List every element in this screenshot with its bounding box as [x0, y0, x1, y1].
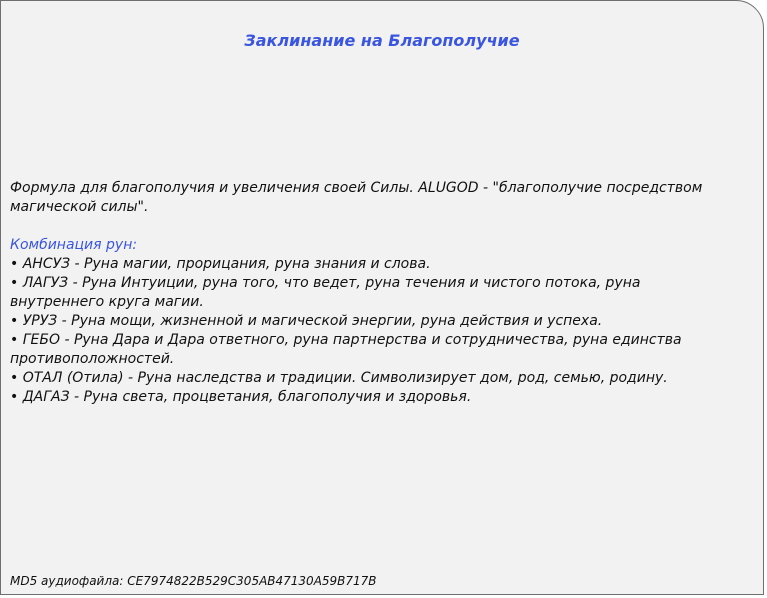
- rune-text: УРУЗ - Руна мощи, жизненной и магической энергии, руна действия и успеха.: [22, 313, 603, 329]
- rune-text: ОТАЛ (Отила) - Руна наследства и традиции. Символизирует дом, род, семью, родину.: [22, 370, 668, 386]
- bullet-icon: •: [10, 389, 19, 405]
- md5-line: [10, 574, 377, 588]
- spell-content: [10, 179, 733, 407]
- rune-item: [10, 274, 733, 312]
- bullet-icon: •: [10, 256, 19, 272]
- rune-list: [10, 255, 733, 407]
- rune-item: [10, 331, 733, 369]
- spell-title: Заклинание на Благополучие: [244, 31, 520, 50]
- bullet-icon: •: [10, 313, 19, 329]
- rune-item: [10, 255, 733, 274]
- rune-text: АНСУЗ - Руна магии, прорицания, руна знания и слова.: [22, 256, 431, 272]
- rune-item: [10, 312, 733, 331]
- bullet-icon: •: [10, 332, 19, 348]
- rune-item: [10, 369, 733, 388]
- intro-text: Формула для благополучия и увеличения своей Силы. ALUGOD - "благополучие посредством магической силы".: [10, 180, 703, 215]
- bullet-icon: •: [10, 275, 19, 291]
- combination-heading: Комбинация рун:: [10, 237, 138, 253]
- rune-item: [10, 388, 733, 407]
- rune-text: ГЕБО - Руна Дара и Дара ответного, руна партнерства и сотрудничества, руна единства противоположностей.: [10, 332, 682, 367]
- bullet-icon: •: [10, 370, 19, 386]
- rune-text: ЛАГУЗ - Руна Интуиции, руна того, что ведет, руна течения и чистого потока, руна внутреннего круга магии.: [10, 275, 641, 310]
- md5-label: MD5 аудиофайла:: [10, 574, 124, 588]
- md5-value[interactable]: CE7974822B529C305AB47130A59B717B: [127, 574, 377, 588]
- rune-text: ДАГАЗ - Руна света, процветания, благополучия и здоровья.: [22, 389, 472, 405]
